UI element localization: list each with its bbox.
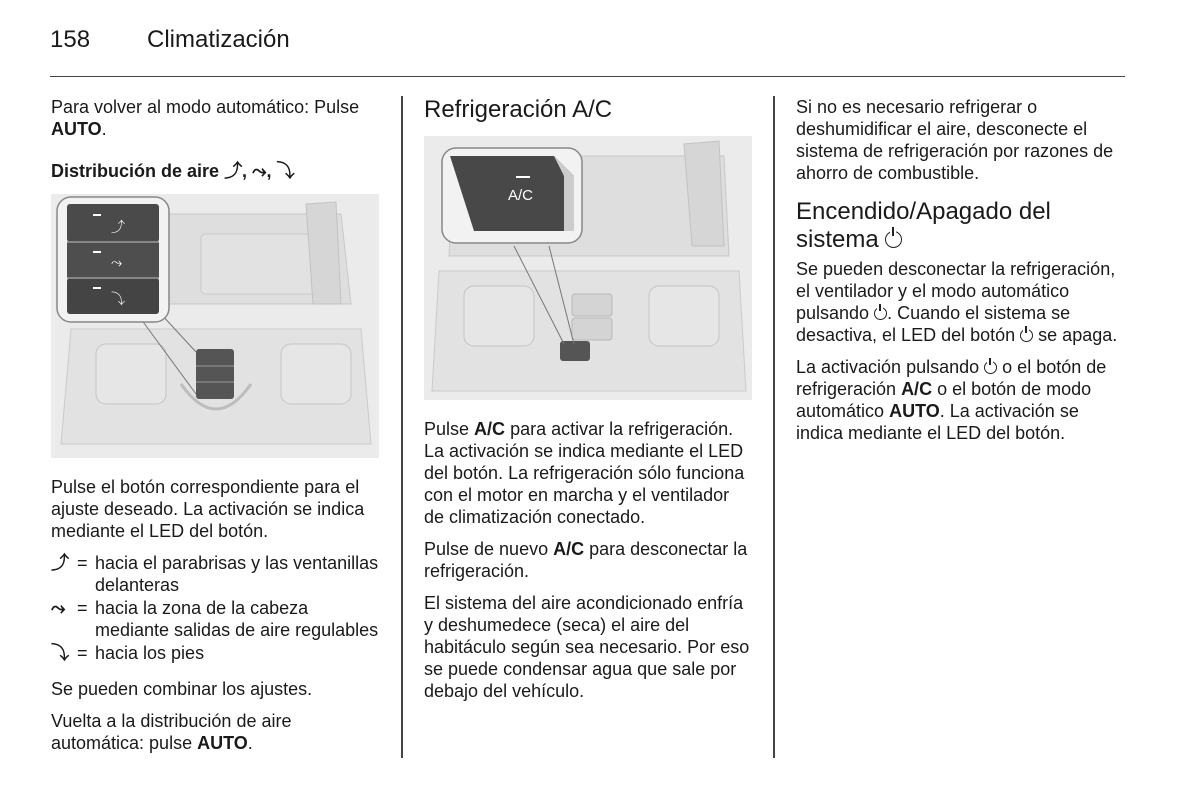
power-icon xyxy=(1020,329,1033,342)
combine-paragraph: Se pueden combinar los ajustes. xyxy=(51,679,313,699)
ac-heading: Refrigeración A/C xyxy=(424,96,613,123)
svg-text:⤳: ⤳ xyxy=(111,255,123,271)
footwell-icon: ⤵ xyxy=(51,643,69,663)
page-number: 158 xyxy=(50,26,91,53)
air-distribution-heading: Distribución de aire ⤴, ⤳, ⤵ xyxy=(51,161,295,181)
windshield-icon: ⤴ xyxy=(51,553,69,573)
chapter-title: Climatización xyxy=(147,26,290,53)
ac-paragraph-3: El sistema del aire acondicionado enfría y deshumedece (seca) el aire del habitáculo según sea necesario. Por eso se puede condensar agua que sale por debajo del vehículo. xyxy=(424,593,750,701)
column-2 xyxy=(424,96,754,712)
column-divider-left xyxy=(401,96,403,758)
power-paragraph-1: Se pueden desconectar la refrigeración, el ventilador y el modo automático pulsando . Cuando el sistema se desactiva, el LED del botón se apaga. xyxy=(796,259,1118,345)
ac-button-label: A/C xyxy=(508,187,534,204)
legend xyxy=(51,552,381,664)
intro-paragraph: Para volver al modo automático: Pulse AUTO. xyxy=(51,97,360,139)
ac-paragraph-2: Pulse de nuevo A/C para desconectar la refrigeración. xyxy=(424,539,748,581)
column-divider-right xyxy=(773,96,775,758)
ac-figure xyxy=(424,136,752,400)
page-header xyxy=(50,24,1125,77)
ac-console-illustration xyxy=(424,136,752,400)
legend-item: ⤳ = hacia la zona de la cabeza mediante salidas de aire regulables xyxy=(51,598,379,640)
svg-text:⤵: ⤵ xyxy=(111,292,125,308)
power-heading: Encendido/Apagado del sistema xyxy=(796,198,1051,253)
column-3 xyxy=(796,96,1126,454)
legend-item: ⤵ = hacia los pies xyxy=(51,643,205,663)
column-1 xyxy=(51,96,381,764)
power-paragraph-2: La activación pulsando o el botón de refrigeración A/C o el botón de modo automático AUTO. La activación se indica mediante el LED del botón. xyxy=(796,357,1107,443)
legend-item: ⤴ = hacia el parabrisas y las ventanillas delanteras xyxy=(51,553,379,595)
power-icon xyxy=(885,231,902,248)
power-icon xyxy=(874,307,887,320)
fuel-saving-paragraph: Si no es necesario refrigerar o deshumidificar el aire, desconecte el sistema de refrigeración por razones de ahorro de combustible. xyxy=(796,97,1114,183)
console-illustration xyxy=(51,194,379,458)
svg-text:⤴: ⤴ xyxy=(111,220,125,236)
air-distribution-figure xyxy=(51,194,379,458)
head-vent-icon: ⤳ xyxy=(51,598,66,618)
return-paragraph: Vuelta a la distribución de aire automática: pulse AUTO. xyxy=(51,711,292,753)
ac-paragraph-1: Pulse A/C para activar la refrigeración. La activación se indica mediante el LED del botón. La refrigeración sólo funciona con el motor en marcha y el ventilador de climatización conectado. xyxy=(424,419,745,527)
power-icon xyxy=(984,361,997,374)
air-distribution-icons: ⤴, ⤳, ⤵ xyxy=(224,161,295,181)
distribution-description: Pulse el botón correspondiente para el ajuste deseado. La activación se indica mediante el LED del botón. xyxy=(51,477,365,541)
